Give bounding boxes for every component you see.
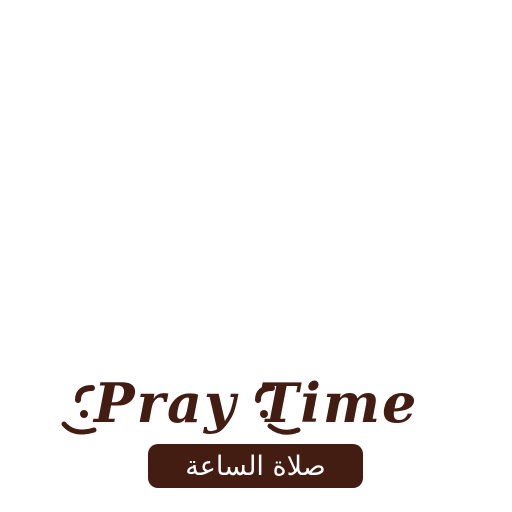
app-logo-wordmark bbox=[56, 368, 456, 440]
arabic-subtitle: صلاة الساعة bbox=[185, 450, 326, 482]
arabic-subtitle-badge bbox=[148, 444, 363, 488]
app-title: Pray Time bbox=[94, 371, 419, 435]
app-logo bbox=[56, 368, 456, 440]
